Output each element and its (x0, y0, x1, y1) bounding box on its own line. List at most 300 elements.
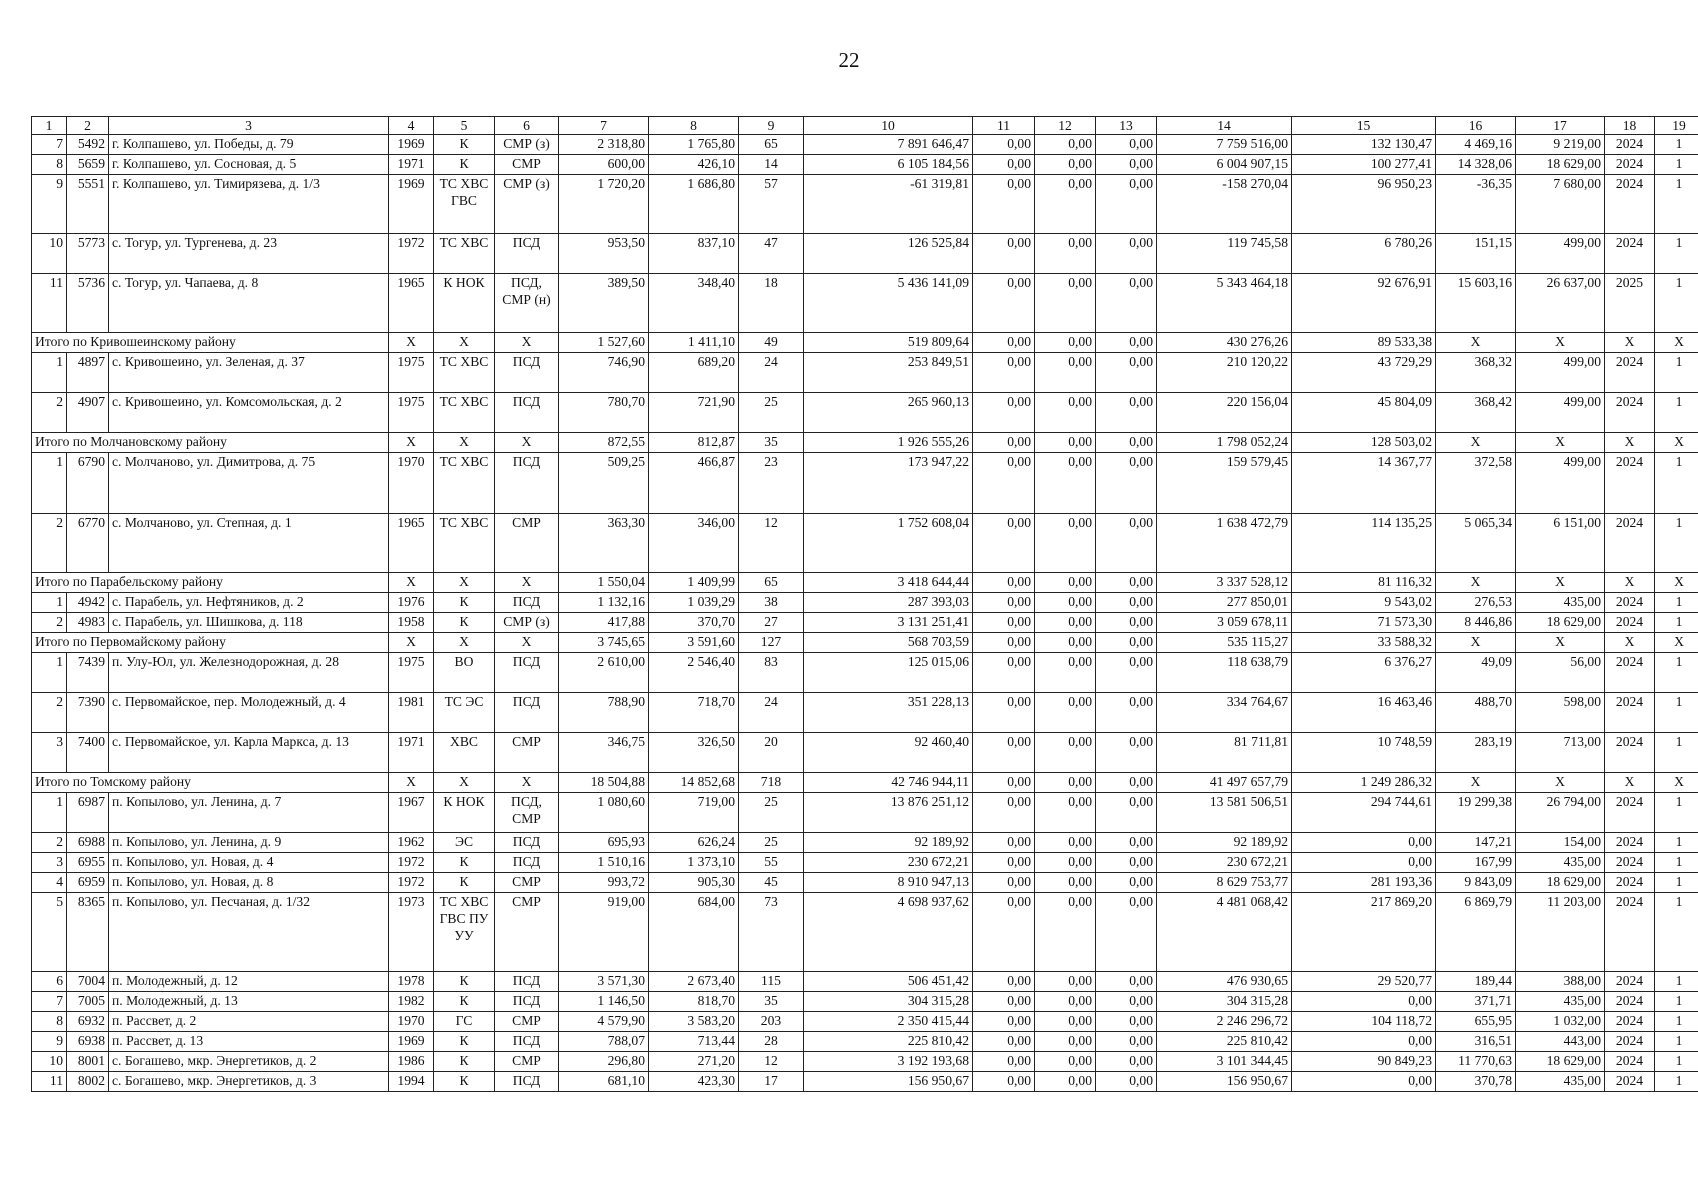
column-number-cell: 5 (434, 117, 495, 135)
table-cell: ПСД (495, 853, 559, 873)
table-cell: ПСД (495, 353, 559, 393)
table-cell: 24 (739, 353, 804, 393)
table-row (32, 833, 1698, 853)
table-cell: Х (1655, 773, 1698, 793)
table-cell: 1 (1655, 393, 1698, 433)
table-cell: 7 (32, 992, 67, 1012)
table-cell: 277 850,01 (1157, 593, 1292, 613)
table-cell: 0,00 (1096, 793, 1157, 833)
table-cell: 9 843,09 (1436, 873, 1516, 893)
table-cell: 499,00 (1516, 353, 1605, 393)
table-cell: 0,00 (1292, 1032, 1436, 1052)
table-cell: 1 080,60 (559, 793, 649, 833)
table-cell: п. Рассвет, д. 2 (109, 1012, 389, 1032)
table-cell: 7 (32, 135, 67, 155)
table-cell: 0,00 (1035, 274, 1096, 333)
table-cell: 296,80 (559, 1052, 649, 1072)
table-cell: 3 059 678,11 (1157, 613, 1292, 633)
table-cell: Х (1436, 433, 1516, 453)
table-cell: Х (495, 433, 559, 453)
table-cell: Х (389, 773, 434, 793)
table-cell: 1 (1655, 833, 1698, 853)
table-cell: 271,20 (649, 1052, 739, 1072)
table-cell: 1965 (389, 274, 434, 333)
table-cell: ПСД (495, 653, 559, 693)
table-cell: 5492 (67, 135, 109, 155)
table-cell: п. Копылово, ул. Ленина, д. 7 (109, 793, 389, 833)
table-cell: Х (389, 633, 434, 653)
table-cell: 19 299,38 (1436, 793, 1516, 833)
table-cell: 423,30 (649, 1072, 739, 1092)
table-row (32, 873, 1698, 893)
table-cell: 746,90 (559, 353, 649, 393)
table-cell: 718 (739, 773, 804, 793)
table-cell: 1 (1655, 155, 1698, 175)
table-cell: 11 (32, 274, 67, 333)
table-cell: 3 591,60 (649, 633, 739, 653)
table-cell: 348,40 (649, 274, 739, 333)
column-number-cell: 18 (1605, 117, 1655, 135)
table-cell: 1 (32, 353, 67, 393)
table-cell: 1972 (389, 234, 434, 274)
table-cell: 225 810,42 (1157, 1032, 1292, 1052)
table-cell: 0,00 (1035, 893, 1096, 972)
table-cell: 0,00 (1096, 992, 1157, 1012)
table-cell: 6987 (67, 793, 109, 833)
table-cell: 509,25 (559, 453, 649, 514)
table-cell: 0,00 (1096, 1032, 1157, 1052)
column-number-cell: 14 (1157, 117, 1292, 135)
table-cell: 18 (739, 274, 804, 333)
table-cell: 1976 (389, 593, 434, 613)
table-cell: 5736 (67, 274, 109, 333)
table-cell: 6955 (67, 853, 109, 873)
table-cell: 0,00 (1292, 853, 1436, 873)
table-cell: 13 876 251,12 (804, 793, 973, 833)
table-cell: СМР (з) (495, 613, 559, 633)
table-cell: 681,10 (559, 1072, 649, 1092)
column-number-cell: 19 (1655, 117, 1698, 135)
table-cell: 4 698 937,62 (804, 893, 973, 972)
table-cell: 1 (1655, 853, 1698, 873)
header-row (32, 117, 1698, 135)
table-cell: 49 (739, 333, 804, 353)
table-cell: 713,44 (649, 1032, 739, 1052)
table-cell: 6938 (67, 1032, 109, 1052)
table-cell: 11 770,63 (1436, 1052, 1516, 1072)
table-cell: 435,00 (1516, 992, 1605, 1012)
table-cell: 304 315,28 (1157, 992, 1292, 1012)
district-total-label: Итого по Томскому району (32, 773, 389, 793)
table-cell: СМР (495, 873, 559, 893)
table-cell: 5551 (67, 175, 109, 234)
table-cell: 25 (739, 393, 804, 433)
table-cell: 780,70 (559, 393, 649, 433)
table-cell: 0,00 (1035, 1072, 1096, 1092)
table-cell: 719,00 (649, 793, 739, 833)
table-cell: 0,00 (1035, 393, 1096, 433)
table-cell: 1 (32, 453, 67, 514)
table-cell: 18 629,00 (1516, 155, 1605, 175)
table-cell: 92 189,92 (1157, 833, 1292, 853)
table-cell: 65 (739, 135, 804, 155)
table-cell: 1 (1655, 453, 1698, 514)
table-cell: 7 891 646,47 (804, 135, 973, 155)
table-cell: СМР (495, 155, 559, 175)
table-cell: 1 798 052,24 (1157, 433, 1292, 453)
table-cell: 18 504,88 (559, 773, 649, 793)
table-cell: 132 130,47 (1292, 135, 1436, 155)
table-cell: 0,00 (973, 453, 1035, 514)
table-cell: Х (1605, 333, 1655, 353)
table-row (32, 155, 1698, 175)
table-cell: 3 101 344,45 (1157, 1052, 1292, 1072)
table-cell: 203 (739, 1012, 804, 1032)
table-cell: 370,70 (649, 613, 739, 633)
table-cell: Х (495, 773, 559, 793)
table-cell: 953,50 (559, 234, 649, 274)
table-cell: 488,70 (1436, 693, 1516, 733)
table-cell: 1 510,16 (559, 853, 649, 873)
table-cell: СМР (495, 1052, 559, 1072)
table-cell: 2024 (1605, 992, 1655, 1012)
table-cell: 118 638,79 (1157, 653, 1292, 693)
table-cell: 2024 (1605, 453, 1655, 514)
table-cell: 0,00 (1096, 853, 1157, 873)
table-cell: 1 373,10 (649, 853, 739, 873)
table-cell: 1 (1655, 613, 1698, 633)
table-cell: 35 (739, 433, 804, 453)
table-cell: 6 376,27 (1292, 653, 1436, 693)
table-cell: -36,35 (1436, 175, 1516, 234)
table-cell: 0,00 (1096, 135, 1157, 155)
table-cell: 2024 (1605, 1012, 1655, 1032)
table-cell: 1 (1655, 1012, 1698, 1032)
table-cell: 0,00 (1096, 633, 1157, 653)
table-cell: Х (434, 633, 495, 653)
table-cell: ПСД, СМР (н) (495, 274, 559, 333)
table-cell: 0,00 (973, 155, 1035, 175)
table-cell: 6988 (67, 833, 109, 853)
table-cell: 0,00 (973, 893, 1035, 972)
table-cell: 104 118,72 (1292, 1012, 1436, 1032)
table-cell: 426,10 (649, 155, 739, 175)
table-cell: 0,00 (1096, 333, 1157, 353)
table-cell: 0,00 (973, 733, 1035, 773)
table-cell: 1971 (389, 733, 434, 773)
table-cell: К (434, 1032, 495, 1052)
table-cell: 3 571,30 (559, 972, 649, 992)
table-cell: 346,75 (559, 733, 649, 773)
table-cell: Х (1436, 633, 1516, 653)
table-cell: 1 039,29 (649, 593, 739, 613)
table-cell: 45 804,09 (1292, 393, 1436, 433)
table-cell: 173 947,22 (804, 453, 973, 514)
district-total-label: Итого по Кривошеинскому району (32, 333, 389, 353)
table-cell: 6959 (67, 873, 109, 893)
table-cell: 1970 (389, 1012, 434, 1032)
table-cell: 568 703,59 (804, 633, 973, 653)
table-cell: СМР (495, 514, 559, 573)
table-cell: 7439 (67, 653, 109, 693)
table-cell: Х (1436, 333, 1516, 353)
table-cell: 2 546,40 (649, 653, 739, 693)
table-cell: 0,00 (973, 393, 1035, 433)
table-cell: 1969 (389, 1032, 434, 1052)
district-total-row (32, 633, 1698, 653)
table-cell: 1 (1655, 972, 1698, 992)
table-row (32, 175, 1698, 234)
table-cell: 0,00 (1035, 135, 1096, 155)
table-cell: 0,00 (1096, 274, 1157, 333)
table-cell: 389,50 (559, 274, 649, 333)
table-cell: с. Богашево, мкр. Энергетиков, д. 3 (109, 1072, 389, 1092)
table-cell: 8002 (67, 1072, 109, 1092)
table-cell: 0,00 (1035, 353, 1096, 393)
table-cell: 92 676,91 (1292, 274, 1436, 333)
table-cell: Х (1436, 773, 1516, 793)
table-cell: 0,00 (973, 693, 1035, 733)
table-cell: п. Копылово, ул. Новая, д. 4 (109, 853, 389, 873)
column-number-cell: 13 (1096, 117, 1157, 135)
table-cell: 55 (739, 853, 804, 873)
table-cell: Х (1436, 573, 1516, 593)
table-cell: 0,00 (973, 773, 1035, 793)
table-cell: Х (1516, 633, 1605, 653)
table-cell: 2024 (1605, 833, 1655, 853)
table-cell: 265 960,13 (804, 393, 973, 433)
table-cell: 0,00 (1035, 155, 1096, 175)
table-cell: 5 343 464,18 (1157, 274, 1292, 333)
table-cell: 6 869,79 (1436, 893, 1516, 972)
table-row (32, 135, 1698, 155)
table-cell: Х (1516, 433, 1605, 453)
table-cell: 1 (1655, 1072, 1698, 1092)
table-cell: 1975 (389, 653, 434, 693)
table-cell: 4 579,90 (559, 1012, 649, 1032)
table-cell: 5 065,34 (1436, 514, 1516, 573)
table-cell: ГС (434, 1012, 495, 1032)
table-cell: 368,42 (1436, 393, 1516, 433)
table-cell: 535 115,27 (1157, 633, 1292, 653)
table-cell: 1 720,20 (559, 175, 649, 234)
table-row (32, 853, 1698, 873)
table-cell: 1972 (389, 873, 434, 893)
table-cell: 2 (32, 613, 67, 633)
table-cell: с. Кривошеино, ул. Зеленая, д. 37 (109, 353, 389, 393)
table-cell: Х (1655, 573, 1698, 593)
table-cell: Х (434, 433, 495, 453)
table-cell: с. Парабель, ул. Нефтяников, д. 2 (109, 593, 389, 613)
table-cell: г. Колпашево, ул. Сосновая, д. 5 (109, 155, 389, 175)
table-cell: п. Рассвет, д. 13 (109, 1032, 389, 1052)
table-cell: 15 603,16 (1436, 274, 1516, 333)
table-cell: Х (1516, 333, 1605, 353)
column-number-cell: 9 (739, 117, 804, 135)
table-cell: 14 328,06 (1436, 155, 1516, 175)
table-cell: 12 (739, 514, 804, 573)
table-cell: 0,00 (1035, 972, 1096, 992)
table-cell: 4 (32, 873, 67, 893)
table-row (32, 793, 1698, 833)
table-cell: 281 193,36 (1292, 873, 1436, 893)
table-cell: Х (1655, 433, 1698, 453)
table-cell: 499,00 (1516, 453, 1605, 514)
table-cell: с. Молчаново, ул. Степная, д. 1 (109, 514, 389, 573)
table-cell: 1 765,80 (649, 135, 739, 155)
table-cell: 2 350 415,44 (804, 1012, 973, 1032)
table-cell: ПСД (495, 972, 559, 992)
table-cell: 0,00 (1292, 992, 1436, 1012)
table-cell: К (434, 593, 495, 613)
table-cell: Х (1516, 773, 1605, 793)
table-cell: 1 752 608,04 (804, 514, 973, 573)
table-cell: 3 418 644,44 (804, 573, 973, 593)
table-cell: 7390 (67, 693, 109, 733)
table-cell: 16 463,46 (1292, 693, 1436, 733)
table-cell: 18 629,00 (1516, 873, 1605, 893)
table-cell: 56,00 (1516, 653, 1605, 693)
table-cell: 5 436 141,09 (804, 274, 973, 333)
table-cell: 0,00 (1096, 155, 1157, 175)
table-cell: 435,00 (1516, 1072, 1605, 1092)
table-cell: 1962 (389, 833, 434, 853)
table-cell: 363,30 (559, 514, 649, 573)
table-cell: 0,00 (1096, 514, 1157, 573)
table-cell: Х (434, 333, 495, 353)
table-cell: 33 588,32 (1292, 633, 1436, 653)
table-cell: 4942 (67, 593, 109, 613)
table-cell: 7 680,00 (1516, 175, 1605, 234)
table-cell: К (434, 972, 495, 992)
table-cell: 90 849,23 (1292, 1052, 1436, 1072)
table-cell: 8 (32, 1012, 67, 1032)
table-cell: 370,78 (1436, 1072, 1516, 1092)
table-cell: 0,00 (1096, 873, 1157, 893)
table-cell: 1975 (389, 353, 434, 393)
table-cell: 435,00 (1516, 853, 1605, 873)
table-cell: ТС ХВС (434, 514, 495, 573)
table-cell: ПСД (495, 393, 559, 433)
table-cell: 0,00 (1096, 393, 1157, 433)
table-cell: 0,00 (1035, 175, 1096, 234)
table-cell: п. Улу-Юл, ул. Железнодорожная, д. 28 (109, 653, 389, 693)
table-cell: 156 950,67 (804, 1072, 973, 1092)
table-cell: 6 151,00 (1516, 514, 1605, 573)
table-cell: 225 810,42 (804, 1032, 973, 1052)
table-cell: 2024 (1605, 135, 1655, 155)
table-cell: 0,00 (1096, 234, 1157, 274)
table-cell: ПСД (495, 234, 559, 274)
table-cell: 147,21 (1436, 833, 1516, 853)
table-cell: 1 (1655, 733, 1698, 773)
table-cell: 7004 (67, 972, 109, 992)
table-cell: г. Колпашево, ул. Победы, д. 79 (109, 135, 389, 155)
table-cell: 718,70 (649, 693, 739, 733)
table-cell: 2 (32, 833, 67, 853)
table-cell: 837,10 (649, 234, 739, 274)
table-cell: 0,00 (1035, 1012, 1096, 1032)
table-cell: 230 672,21 (1157, 853, 1292, 873)
table-cell: Х (495, 633, 559, 653)
table-cell: 92 460,40 (804, 733, 973, 773)
table-cell: 2024 (1605, 733, 1655, 773)
table-row (32, 393, 1698, 433)
table-cell: 0,00 (1096, 1052, 1157, 1072)
table-cell: 0,00 (1096, 1072, 1157, 1092)
table-cell: ПСД (495, 453, 559, 514)
table-cell: 81 711,81 (1157, 733, 1292, 773)
table-cell: 0,00 (973, 873, 1035, 893)
table-cell: 6770 (67, 514, 109, 573)
table-cell: 57 (739, 175, 804, 234)
table-cell: 25 (739, 833, 804, 853)
table-cell: 2024 (1605, 1072, 1655, 1092)
table-cell: 1 (1655, 514, 1698, 573)
table-cell: 26 794,00 (1516, 793, 1605, 833)
table-cell: 1975 (389, 393, 434, 433)
table-cell: 1 (1655, 353, 1698, 393)
district-total-label: Итого по Первомайскому району (32, 633, 389, 653)
table-cell: 0,00 (1035, 453, 1096, 514)
table-cell: 23 (739, 453, 804, 514)
table-cell: 0,00 (1035, 573, 1096, 593)
table-cell: 3 583,20 (649, 1012, 739, 1032)
table-cell: 3 131 251,41 (804, 613, 973, 633)
table-cell: Х (389, 573, 434, 593)
table-cell: 4 481 068,42 (1157, 893, 1292, 972)
table-cell: Х (495, 573, 559, 593)
table-cell: 8 910 947,13 (804, 873, 973, 893)
table-cell: 0,00 (973, 1072, 1035, 1092)
table-cell: 2024 (1605, 175, 1655, 234)
table-cell: 905,30 (649, 873, 739, 893)
table-cell: 1978 (389, 972, 434, 992)
table-row (32, 733, 1698, 773)
table-cell: К (434, 853, 495, 873)
table-cell: 0,00 (1035, 992, 1096, 1012)
table-cell: 0,00 (1096, 1012, 1157, 1032)
column-number-cell: 1 (32, 117, 67, 135)
table-cell: 43 729,29 (1292, 353, 1436, 393)
table-row (32, 353, 1698, 393)
table-cell: 8001 (67, 1052, 109, 1072)
table-cell: 6932 (67, 1012, 109, 1032)
table-cell: 189,44 (1436, 972, 1516, 992)
table-cell: ТС ХВС (434, 393, 495, 433)
table-cell: 0,00 (973, 514, 1035, 573)
table-cell: 10 (32, 1052, 67, 1072)
table-cell: 1 (1655, 893, 1698, 972)
table-cell: 128 503,02 (1292, 433, 1436, 453)
table-cell: 11 203,00 (1516, 893, 1605, 972)
table-cell: 0,00 (1096, 833, 1157, 853)
table-cell: 18 629,00 (1516, 613, 1605, 633)
table-cell: 0,00 (973, 333, 1035, 353)
column-number-cell: 16 (1436, 117, 1516, 135)
table-cell: 1982 (389, 992, 434, 1012)
table-cell: 253 849,51 (804, 353, 973, 393)
table-cell: 598,00 (1516, 693, 1605, 733)
table-cell: Х (389, 433, 434, 453)
table-cell: 1971 (389, 155, 434, 175)
table-cell: 626,24 (649, 833, 739, 853)
table-cell: 2 673,40 (649, 972, 739, 992)
table-cell: 65 (739, 573, 804, 593)
table-cell: 1 (32, 653, 67, 693)
table-cell: с. Первомайское, ул. Карла Маркса, д. 13 (109, 733, 389, 773)
table-cell: 0,00 (973, 353, 1035, 393)
